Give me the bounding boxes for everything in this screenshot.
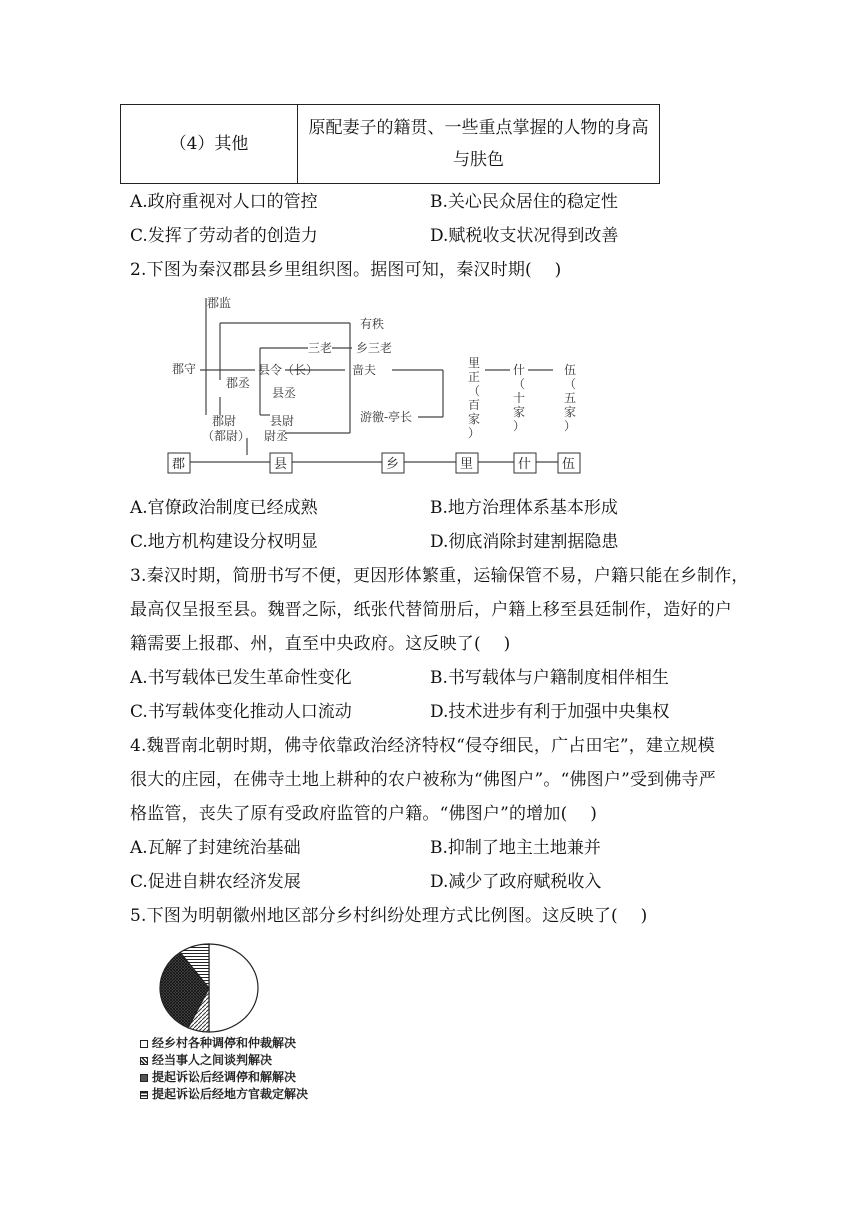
table-left-cell: （4）其他 — [121, 105, 298, 184]
svg-text:正: 正 — [468, 370, 481, 384]
level-xian: 县 — [274, 457, 288, 472]
q1-option-a[interactable]: A.政府重视对人口的管控 — [130, 192, 318, 212]
q3-option-c[interactable]: C.书写载体变化推动人口流动 — [130, 702, 352, 722]
level-wu: 伍 — [562, 457, 576, 472]
label-juncheng: 郡丞 — [226, 376, 251, 390]
legend-label-1: 经乡村各种调停和仲裁解决 — [152, 1036, 297, 1050]
svg-text:里: 里 — [468, 356, 481, 370]
svg-text:（: （ — [513, 377, 526, 391]
q4-line1: 4.魏晋南北朝时期，佛寺依靠政治经济特权“侵夺细民，广占田宅”，建立规模 — [130, 736, 715, 756]
q4-option-a[interactable]: A.瓦解了封建统治基础 — [130, 838, 301, 858]
legend-item-4 — [140, 1087, 308, 1102]
pie-slices — [160, 944, 258, 1032]
svg-text:）: ） — [468, 426, 481, 440]
legend-item-2 — [140, 1053, 272, 1068]
legend-item-3 — [140, 1070, 296, 1085]
info-table — [120, 104, 660, 184]
q5-stem: 5.下图为明朝徽州地区部分乡村纠纷处理方式比例图。这反映了( ) — [130, 906, 648, 926]
label-junwei: 郡尉 — [212, 414, 237, 428]
svg-text:）: ） — [564, 419, 577, 433]
legend-label-3: 提起诉讼后经调停和解解决 — [152, 1070, 297, 1084]
q2-option-a[interactable]: A.官僚政治制度已经成熟 — [130, 498, 318, 518]
pie-slice-1 — [209, 944, 258, 1032]
table-right-line1: 原配妻子的籍贯、一些重点掌握的人物的身高 — [308, 118, 649, 138]
column-lizheng — [468, 356, 480, 440]
q2-option-d[interactable]: D.彻底消除封建割据隐患 — [430, 532, 619, 552]
label-xianwei: 县尉 — [270, 414, 295, 428]
svg-text:家: 家 — [564, 405, 577, 419]
legend-label-4: 提起诉讼后经地方官裁定解决 — [152, 1087, 309, 1101]
level-jun: 郡 — [172, 457, 186, 472]
swatch-horizontal — [140, 1091, 148, 1099]
level-shi: 什 — [518, 457, 532, 472]
label-sefu: 啬夫 — [352, 363, 377, 377]
svg-text:十: 十 — [513, 391, 526, 405]
svg-text:什: 什 — [513, 363, 526, 377]
q2-option-b[interactable]: B.地方治理体系基本形成 — [430, 498, 618, 518]
q4-line2: 很大的庄园，在佛寺土地上耕种的农户被称为“佛图户”。“佛图户”受到佛寺严 — [130, 770, 716, 790]
label-junwei-alt: （都尉） — [202, 429, 251, 443]
organization-diagram — [160, 290, 590, 480]
q1-option-c[interactable]: C.发挥了劳动者的创造力 — [130, 226, 318, 246]
q3-option-d[interactable]: D.技术进步有利于加强中央集权 — [430, 702, 670, 722]
svg-text:伍: 伍 — [564, 363, 577, 377]
label-sanlao: 三老 — [308, 341, 333, 355]
label-xianling: 县令（长） — [258, 363, 319, 377]
svg-text:家: 家 — [513, 405, 526, 419]
legend-label-2: 经当事人之间谈判解决 — [152, 1053, 273, 1067]
q2-option-c[interactable]: C.地方机构建设分权明显 — [130, 532, 318, 552]
label-jianjun: 郡监 — [207, 296, 232, 310]
q1-option-b[interactable]: B.关心民众居住的稳定性 — [430, 192, 618, 212]
level-xiang: 乡 — [386, 457, 400, 472]
label-junshou: 郡守 — [172, 362, 197, 376]
q3-line1: 3.秦汉时期，简册书写不便，更因形体繁重，运输保管不易，户籍只能在乡制作， — [130, 566, 749, 586]
label-weicheng: 尉丞 — [264, 429, 289, 443]
svg-text:五: 五 — [564, 391, 577, 405]
svg-text:（: （ — [468, 384, 481, 398]
svg-text:百: 百 — [468, 398, 481, 412]
svg-text:（: （ — [564, 377, 577, 391]
q3-option-b[interactable]: B.书写载体与户籍制度相伴相生 — [430, 668, 669, 688]
q4-option-d[interactable]: D.减少了政府赋税收入 — [430, 872, 602, 892]
column-shi — [513, 362, 525, 433]
label-xiancheng: 县丞 — [272, 386, 297, 400]
pie-chart — [150, 940, 270, 1036]
column-wu — [564, 363, 576, 433]
q4-option-b[interactable]: B.抑制了地主土地兼并 — [430, 838, 601, 858]
q4-option-c[interactable]: C.促进自耕农经济发展 — [130, 872, 301, 892]
q3-option-a[interactable]: A.书写载体已发生革命性变化 — [130, 668, 352, 688]
label-youzhi: 有秩 — [360, 317, 385, 331]
table-right-line2: 与肤色 — [453, 150, 504, 170]
level-li: 里 — [460, 457, 474, 472]
legend-item-1 — [140, 1036, 296, 1051]
q2-stem: 2.下图为秦汉郡县乡里组织图。据图可知，秦汉时期( ) — [130, 260, 562, 280]
swatch-crosshatch — [140, 1074, 148, 1082]
q1-option-d[interactable]: D.赋税收支状况得到改善 — [430, 226, 619, 246]
label-xiangsanlao: 乡三老 — [356, 341, 393, 355]
q3-line2: 最高仅呈报至县。魏晋之际，纸张代替简册后，户籍上移至县廷制作，造好的户 — [130, 600, 732, 620]
svg-text:家: 家 — [468, 412, 481, 426]
q4-line3: 格监管，丧失了原有受政府监管的户籍。“佛图户”的增加( ) — [130, 804, 598, 824]
q3-line3: 籍需要上报郡、州，直至中央政府。这反映了( ) — [130, 634, 511, 654]
svg-text:）: ） — [513, 419, 526, 433]
table-right-cell — [298, 105, 660, 184]
label-youjiao: 游徼-亭长 — [360, 410, 413, 424]
swatch-white — [140, 1040, 148, 1048]
swatch-diagonal — [140, 1057, 148, 1065]
